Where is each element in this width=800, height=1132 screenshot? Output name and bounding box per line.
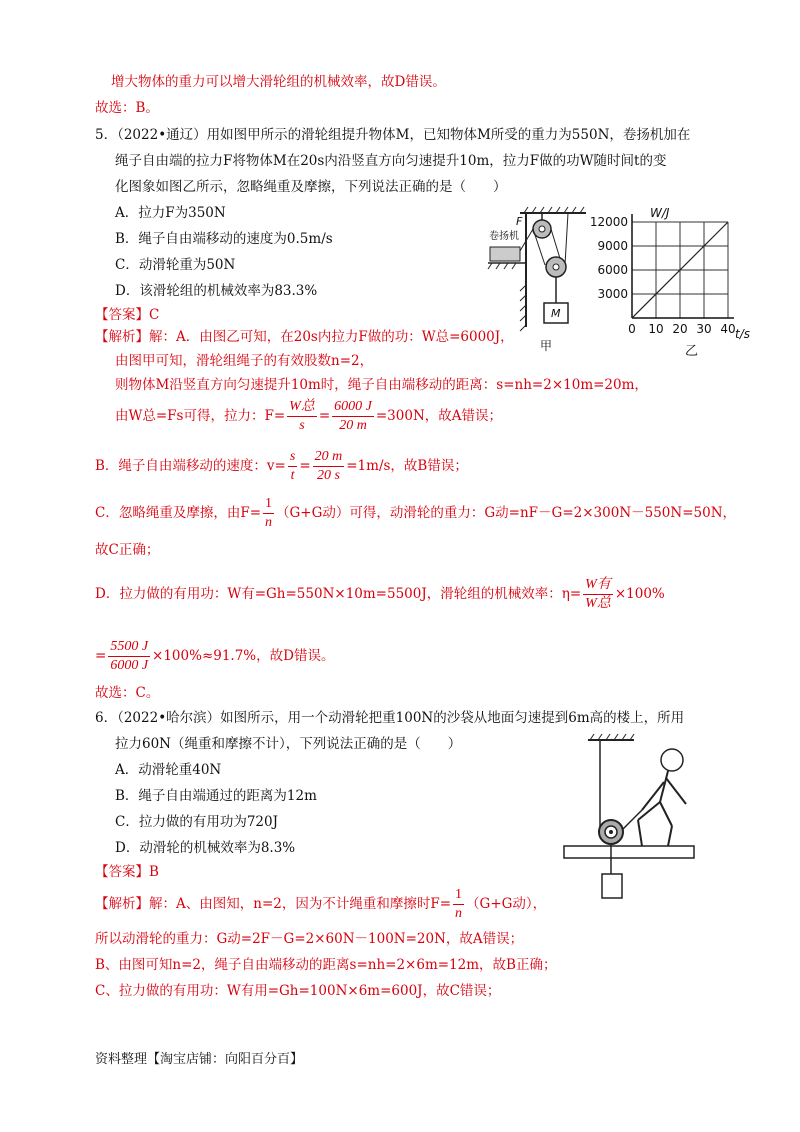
chart-xlabel: t/s: [735, 327, 750, 341]
q6-exp1-text: 解：A、由图知，n=2，因为不计绳重和摩擦时F=: [149, 896, 452, 912]
q5-explanation-line3: 则物体M沿竖直方向匀速提升10m时，绳子自由端移动的距离：s=nh=2×10m=20m，: [115, 377, 648, 393]
q5-option-b: B．绳子自由端移动的速度为0.5m/s: [115, 231, 333, 247]
q6-option-d: D．动滑轮的机械效率为8.3%: [115, 840, 296, 856]
fraction-w-over-s: [287, 398, 317, 435]
q5-answer: 【答案】C: [95, 307, 160, 323]
q5-explanation-text1: 解：A．由图乙可知，在20s内拉力F做的功：W总=6000J，: [149, 329, 514, 345]
force-label-f: F: [516, 215, 523, 228]
q5-exp4-tail: =300N，故A错误；: [375, 408, 503, 424]
chart-x-tick-label: 30: [696, 322, 712, 336]
chart-x-tick-label: 20: [672, 322, 688, 336]
q5-option-a: A．拉力F为350N: [115, 205, 226, 221]
chart-x-tick-label: 10: [648, 322, 664, 336]
q5-explanation-line4: 由W总=Fs可得，拉力：F= $\frac{\text{W总}}{s}$ = $\frac{6000 J}{20 m}$ =300N，故A错误；: [115, 399, 503, 433]
q6-explanation-line2: 所以动滑轮的重力：G动=2F－G=2×60N－100N=20N，故A错误；: [95, 931, 524, 947]
frac-den: 20 m: [339, 418, 367, 433]
chart-x-tick-label: 40: [720, 322, 736, 336]
block-m-label: M: [551, 307, 561, 320]
q5-exp5-text: B．绳子自由端移动的速度：v=: [95, 458, 286, 474]
q6-option-a: A．动滑轮重40N: [115, 762, 222, 778]
q5-exp6-tail: （G+G动）可得，动滑轮的重力：G动=nF－G=2×300N－550N=50N，: [276, 505, 737, 521]
q5-explanation-line9: = $\frac{5500 J}{6000 J}$ ×100%≈91.7%，故D错误。: [95, 639, 335, 673]
fraction-s-over-t: [288, 448, 297, 485]
frac-num: 1: [263, 495, 274, 514]
q6-explanation-tag: 【解析】: [95, 896, 149, 912]
q6-explanation-line4: C、拉力做的有用功：W有用=Gh=100N×6m=600J，故C错误；: [95, 983, 501, 999]
page-footer: 资料整理【淘宝店铺：向阳百分百】: [95, 1052, 304, 1067]
q6-stem-line1: 6．（2022•哈尔滨）如图所示，用一个动滑轮把重100N的沙袋从地面匀速提到6m高的楼上，所用: [95, 710, 685, 726]
q6-stem-line2: 拉力60N（绳重和摩擦不计），下列说法正确的是（ ）: [115, 736, 462, 752]
q5-option-d: D．该滑轮组的机械效率为83.3%: [115, 283, 318, 299]
q5-selection: 故选：C。: [95, 685, 160, 701]
q5-explanation-line2: 由图甲可知，滑轮组绳子的有效股数n=2，: [115, 353, 374, 369]
chart-ylabel: W/J: [650, 206, 670, 220]
figure-jia-caption: 甲: [540, 339, 553, 353]
frac-den: 6000 J: [110, 658, 149, 673]
frac-num: s: [288, 448, 297, 467]
q5-exp8-tail: ×100%: [614, 586, 665, 602]
q5-explanation-line1: [95, 327, 514, 347]
frac-num: W有: [583, 576, 613, 595]
frac-den: 20 s: [316, 468, 340, 483]
chart-y-tick-label: 6000: [597, 263, 628, 277]
q5-explanation-line8: [95, 574, 665, 614]
sandbag-pulley-figure: [560, 730, 700, 902]
chart-caption: 乙: [685, 344, 699, 359]
frac-num: W总: [287, 398, 317, 417]
q6-answer: 【答案】B: [95, 864, 159, 880]
chart-x-tick-label: 0: [628, 322, 636, 336]
prev-explanation-tail: 增大物体的重力可以增大滑轮组的机械效率，故D错误。: [111, 74, 446, 90]
frac-den: W总: [585, 596, 611, 611]
chart-y-tick-label: 3000: [597, 287, 628, 301]
fraction-6000-over-20: [332, 398, 374, 435]
q5-explanation-tag: 【解析】: [95, 329, 149, 345]
work-time-chart: [590, 200, 770, 360]
chart-y-tick-label: 12000: [590, 215, 628, 229]
frac-den: t: [290, 468, 295, 483]
q6-explanation-line1: [95, 884, 546, 924]
frac-num: 6000 J: [332, 398, 374, 417]
fraction-wyou-over-wzong: [583, 576, 613, 613]
q5-exp6-text: C．忽略绳重及摩擦，由F=: [95, 505, 262, 521]
fraction-20m-over-20s: [313, 448, 345, 485]
q5-exp4-text: 由W总=Fs可得，拉力：F=: [115, 408, 286, 424]
q5-explanation-line6: [95, 493, 736, 533]
q5-option-c: C．动滑轮重为50N: [115, 257, 236, 273]
chart-y-tick-label: 9000: [597, 239, 628, 253]
q5-stem-line1: 5．（2022•通辽）用如图甲所示的滑轮组提升物体M，已知物体M所受的重力为550N，卷扬机加在: [95, 127, 691, 143]
q5-explanation-line7: 故C正确；: [95, 542, 160, 558]
frac-den: n: [455, 906, 463, 921]
q6-exp1-tail: （G+G动），: [466, 896, 547, 912]
frac-num: 20 m: [313, 448, 345, 467]
winch-label: 卷扬机: [489, 231, 519, 242]
q6-option-c: C．拉力做的有用功为720J: [115, 814, 279, 830]
q6-option-b: B．绳子自由端通过的距离为12m: [115, 788, 317, 804]
q5-exp5-tail: =1m/s，故B错误；: [346, 458, 468, 474]
frac-den: s: [299, 418, 305, 433]
q5-exp9-tail: ×100%≈91.7%，故D错误。: [152, 648, 335, 664]
fraction-5500-over-6000: [108, 638, 150, 675]
frac-num: 1: [453, 886, 464, 905]
frac-den: n: [265, 515, 273, 530]
q6-explanation-line3: B、由图可知n=2，绳子自由端移动的距离s=nh=2×6m=12m，故B正确；: [95, 957, 557, 973]
q5-stem-line3: 化图象如图乙所示，忽略绳重及摩擦，下列说法正确的是（ ）: [115, 179, 507, 195]
q5-stem-line2: 绳子自由端的拉力F将物体M在20s内沿竖直方向匀速提升10m，拉力F做的功W随时间t的变: [115, 153, 667, 169]
fraction-1-over-n: [263, 495, 274, 532]
fraction-1-over-n: [453, 886, 464, 923]
q5-explanation-line5: B．绳子自由端移动的速度：v= $\frac{s}{t}$ = $\frac{20 m}{20 s}$ =1m/s，故B错误；: [95, 449, 468, 483]
frac-num: 5500 J: [108, 638, 150, 657]
q5-exp8-text: D．拉力做的有用功：W有=Gh=550N×10m=5500J，滑轮组的机械效率：η=: [95, 586, 582, 602]
prev-selection: 故选：B。: [95, 100, 159, 116]
